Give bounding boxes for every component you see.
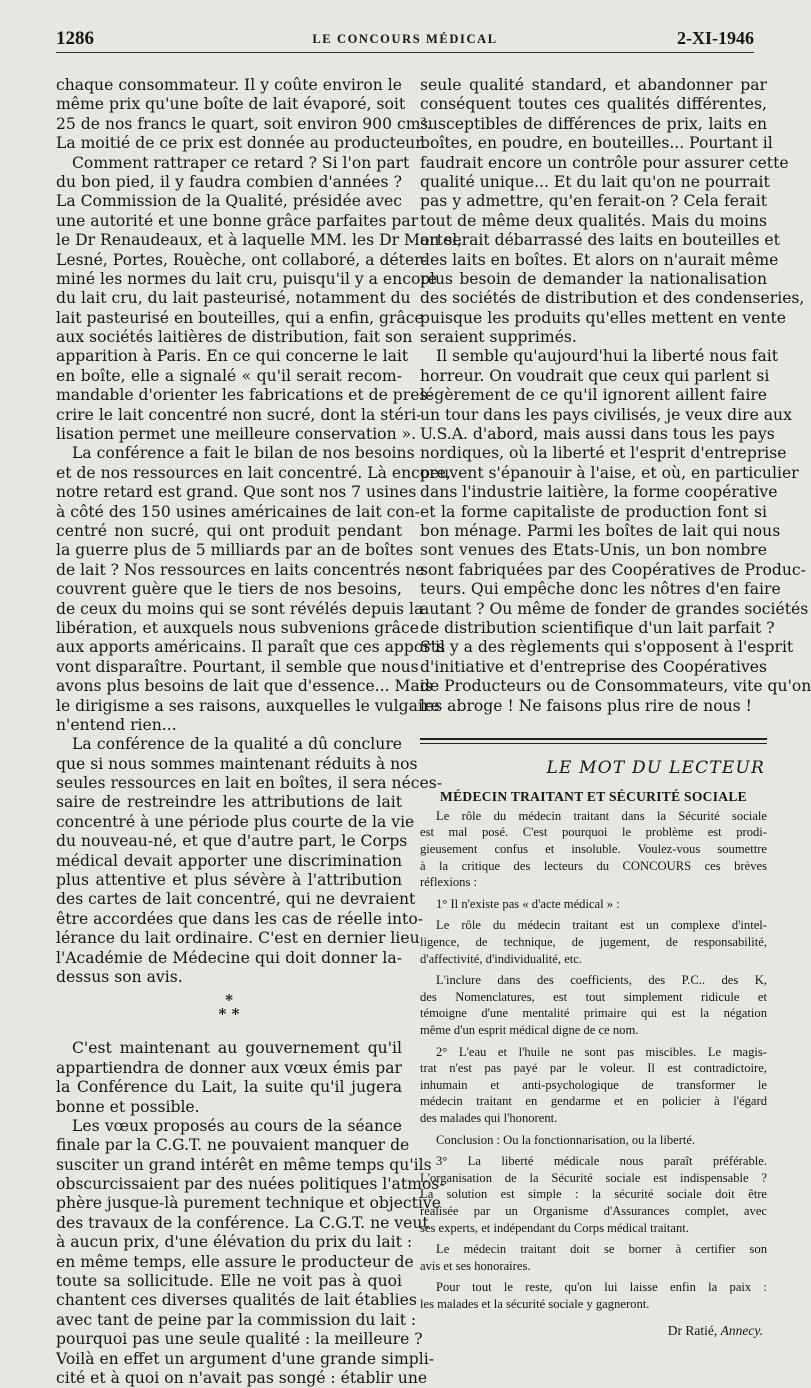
text-line: témoigne d'une mentalité primaire qui est la négation	[420, 1006, 767, 1021]
text-line: ligence, de technique, de jugement, de responsabilité,	[420, 935, 767, 950]
text-line: des malades qui l'honorent.	[420, 1110, 558, 1125]
paragraph	[420, 76, 805, 347]
text-line: lérance du lait ordinaire. C'est en dernier lieu	[56, 929, 420, 948]
text-line: les abroge ! Ne faisons plus rire de nous !	[420, 696, 752, 715]
text-line: miné les normes du lait cru, puisqu'il y a encore	[56, 269, 438, 288]
text-line: vont disparaître. Pourtant, il semble que nous	[56, 657, 419, 676]
text-line: d'affectivité, d'individualité, etc.	[420, 951, 583, 966]
letter-paragraph	[420, 972, 767, 1043]
text-line: tout de même deux qualités. Mais du moins	[420, 211, 767, 230]
text-line: seraient supprimés.	[420, 328, 577, 347]
issue-date: 2-XI-1946	[677, 28, 754, 48]
paragraph	[56, 735, 443, 987]
letter-paragraph	[420, 917, 767, 972]
paragraph	[56, 444, 451, 735]
text-line: qualité unique... Et du lait qu'on ne pourrait	[420, 172, 770, 191]
paragraph	[56, 1039, 402, 1117]
text-line: sont fabriquées par des Coopératives de Produc-	[420, 560, 806, 579]
text-line: seule qualité standard, et abandonner par	[420, 76, 767, 94]
text-line: Le médecin traitant doit se borner à certifier son	[436, 1242, 767, 1257]
text-line: à côté des 150 usines américaines de lait con-	[56, 502, 421, 521]
text-line: chantent ces diverses qualités de lait établies	[56, 1291, 417, 1310]
text-line: ses experts, et indépendant du Corps médical traitant.	[420, 1220, 689, 1235]
text-line: La moitié de ce prix est donnée au producteur.	[56, 134, 426, 153]
signature-place: Annecy.	[720, 1322, 763, 1338]
letter-paragraph	[420, 1279, 767, 1317]
rubric-title: LE MOT DU LECTEUR	[546, 757, 765, 778]
text-line: peuvent s'épanouir à l'aise, et où, en particulier	[420, 463, 799, 482]
divider-rule	[420, 738, 767, 740]
text-line: bon ménage. Parmi les boîtes de lait qui nous	[420, 521, 781, 540]
text-line: L'inclure dans des coefficients, des P.C.. des K,	[436, 973, 767, 988]
text-line: la Conférence du Lait, la suite qu'il jugera	[56, 1078, 402, 1097]
letter-paragraph	[420, 1044, 767, 1132]
text-line: La conférence a fait le bilan de nos besoins	[72, 444, 415, 463]
signature-name: Dr Ratié,	[667, 1322, 718, 1338]
text-line: réalisée par un Organisme d'Assurances complet, avec	[420, 1203, 767, 1218]
text-line: mandable d'orienter les fabrications et de pres-	[56, 386, 433, 405]
text-line: Voilà en effet un argument d'une grande simpli-	[56, 1349, 435, 1368]
signature	[420, 1320, 767, 1342]
text-line: Comment rattraper ce retard ? Si l'on part	[72, 153, 410, 172]
text-line: du bon pied, il y faudra combien d'années ?	[56, 172, 402, 191]
text-line: nordiques, où la liberté et l'esprit d'entreprise	[420, 444, 787, 463]
text-line: 25 de nos francs le quart, soit environ 900 cm³.	[56, 114, 432, 133]
text-line: Les vœux proposés au cours de la séance	[72, 1116, 402, 1135]
text-line: chaque consommateur. Il y coûte environ le	[56, 76, 402, 94]
text-line: Conclusion : Ou la fonctionnarisation, ou la liberté.	[436, 1132, 696, 1147]
text-line: de distribution scientifique d'un lait parfait ?	[420, 618, 775, 637]
text-line: conséquent toutes ces qualités différentes,	[420, 95, 767, 114]
text-line: des Nomenclatures, est tout simplement ridicule et	[420, 989, 767, 1004]
letter-paragraph	[420, 896, 767, 918]
text-line: boîtes, en poudre, en bouteilles... Pourtant il	[420, 134, 773, 153]
text-line: même d'un esprit médical digne de ce nom.	[420, 1023, 639, 1038]
text-line: de ceux du moins qui se sont révélés depuis la	[56, 599, 424, 618]
text-line: des laits en boîtes. Et alors on n'aurait même	[420, 250, 779, 269]
journal-title: LE CONCOURS MÉDICAL	[312, 32, 498, 46]
text-line: notre retard est grand. Que sont nos 7 usines	[56, 483, 417, 502]
text-line: plus besoin de demander la nationalisation	[420, 269, 767, 288]
text-line: Le rôle du médecin traitant dans la Sécurité sociale	[436, 808, 767, 823]
text-line: gieusement confus et insoluble. Voulez-vous soumettre	[420, 842, 767, 857]
text-line: 3° La liberté médicale nous paraît préférable.	[436, 1154, 767, 1169]
text-line: seules ressources en lait en boîtes, il sera néces-	[56, 774, 443, 793]
text-line: phère jusque-là purement technique et objective	[56, 1194, 441, 1213]
text-line: libération, et auxquels nous subvenions grâce	[56, 618, 419, 637]
letter-paragraph	[420, 1153, 767, 1241]
text-line: centré non sucré, qui ont produit pendant	[56, 521, 402, 540]
text-line: La conférence de la qualité a dû conclure	[72, 735, 402, 754]
text-line: avec tant de peine par la commission du lait :	[56, 1310, 417, 1329]
text-line: susceptibles de différences de prix, laits en	[420, 114, 767, 133]
text-line: l'Académie de Médecine qui doit donner la-	[56, 948, 402, 967]
text-line: Le rôle du médecin traitant est un complexe d'intel-	[436, 918, 767, 933]
text-line: couvrent guère que le tiers de nos besoins,	[56, 580, 402, 599]
running-header	[56, 28, 754, 53]
text-line: La Commission de la Qualité, présidée avec	[56, 192, 402, 211]
text-line: est mal posé. C'est pourquoi le problème est prodi-	[420, 825, 767, 840]
text-line: horreur. On voudrait que ceux qui parlent si	[420, 366, 770, 385]
text-line: réflexions :	[420, 875, 478, 890]
text-line: apparition à Paris. En ce qui concerne le lait	[56, 347, 409, 366]
text-line: et la forme capitaliste de production font si	[420, 502, 767, 521]
text-line: C'est maintenant au gouvernement qu'il	[72, 1039, 402, 1058]
text-line: 1° Il n'existe pas « d'acte médical » :	[436, 896, 620, 911]
text-line: susciter un grand intérêt en même temps qu'ils	[56, 1155, 432, 1174]
text-line: cité et à quoi on n'avait pas songé : établir une	[56, 1369, 428, 1387]
text-line: à la critique des lecteurs du CONCOURS ces brèves	[420, 858, 767, 873]
text-line: L'organisation de la Sécurité sociale est indispensable ?	[420, 1170, 767, 1185]
text-line: la guerre plus de 5 milliards par an de boîtes	[56, 541, 414, 560]
text-line: avis et ses honoraires.	[420, 1258, 531, 1273]
right-column	[420, 76, 811, 1342]
letter-paragraph	[420, 808, 767, 896]
text-line: des travaux de la conférence. La C.G.T. ne veut	[56, 1213, 429, 1232]
text-line: on serait débarrassé des laits en bouteilles et	[420, 231, 780, 250]
text-line: concentré à une période plus courte de la vie	[56, 812, 415, 831]
text-line: lisation permet une meilleure conservation ».	[56, 425, 417, 444]
letter-paragraph	[420, 1241, 767, 1279]
text-line: légèrement de ce qu'il ignorent aillent faire	[420, 386, 767, 405]
text-line: les malades et la sécurité sociale y gagneront.	[420, 1296, 650, 1311]
text-line: Lesné, Portes, Rouèche, ont collaboré, a déter-	[56, 250, 427, 269]
text-line: aux apports américains. Il paraît que ces apports	[56, 638, 445, 657]
text-line: des cartes de lait concentré, qui ne devraient	[56, 890, 416, 909]
text-line: en même temps, elle assure le producteur de	[56, 1252, 414, 1271]
text-line: obscurcissaient par des nuées politiques l'atmos-	[56, 1175, 445, 1194]
text-line: inhumain et anti-psychologique de transformer le	[420, 1077, 767, 1092]
page-number: 1286	[56, 28, 94, 49]
text-line: bonne et possible.	[56, 1097, 200, 1116]
text-line: une autorité et une bonne grâce parfaites par	[56, 211, 419, 230]
text-line: médecin traitant en gendarme et en policier à l'égard	[420, 1094, 767, 1109]
text-line: avons plus besoins de lait que d'essence... Mais	[56, 677, 433, 696]
text-line: de lait ? Nos ressources en laits concentrés ne	[56, 560, 425, 579]
text-line: autant ? Ou même de fonder de grandes sociétés	[420, 599, 809, 618]
text-line: que si nous sommes maintenant réduits à nos	[56, 754, 418, 773]
text-line: toute sa sollicitude. Elle ne voit pas à quoi	[56, 1272, 402, 1291]
text-line: crire le lait concentré non sucré, dont la stéri-	[56, 405, 422, 424]
text-line: U.S.A. d'abord, mais aussi dans tous les pays	[420, 425, 775, 444]
section-separator: * * *	[218, 991, 240, 1024]
text-line: saire de restreindre les attributions de lait	[56, 793, 402, 812]
text-line: faudrait encore un contrôle pour assurer cette	[420, 153, 789, 172]
text-line: et de nos ressources en lait concentré. Là encore,	[56, 463, 451, 482]
text-line: à aucun prix, d'une élévation du prix du lait :	[56, 1233, 413, 1252]
letter-paragraph	[420, 1132, 767, 1154]
text-line: pourquoi pas une seule qualité : la meilleure ?	[56, 1330, 423, 1349]
text-line: le Dr Renaudeaux, et à laquelle MM. les Dr Martel,	[56, 231, 463, 250]
text-line: puisque les produits qu'elles mettent en vente	[420, 308, 787, 327]
text-line: en boîte, elle a signalé « qu'il serait recom-	[56, 366, 402, 385]
text-line: sont venues des Etats-Unis, un bon nombre	[420, 541, 767, 560]
paragraph	[56, 76, 432, 154]
paragraph	[56, 153, 463, 445]
article-title: MÉDECIN TRAITANT ET SÉCURITÉ SOCIALE	[440, 788, 747, 804]
text-line: 2° L'eau et l'huile ne sont pas miscibles. Le magis-	[436, 1044, 767, 1059]
text-line: du lait cru, du lait pasteurisé, notamment du	[56, 289, 411, 308]
text-line: appartiendra de donner aux vœux émis par	[56, 1058, 402, 1077]
text-line: du nouveau-né, et que d'autre part, le Corps	[56, 832, 408, 851]
text-line: pas y admettre, qu'en ferait-on ? Cela ferait	[420, 192, 767, 211]
text-line: de Producteurs ou de Consommateurs, vite qu'on	[420, 677, 811, 696]
text-line: trat n'est pas payé par le voleur. Il est contradictoire,	[420, 1061, 767, 1076]
text-line: même prix qu'une boîte de lait évaporé, soit	[56, 95, 406, 114]
text-line: dessus son avis.	[56, 967, 183, 986]
text-line: médical devait apporter une discrimination	[56, 851, 402, 870]
text-line: aux sociétés laitières de distribution, fait son	[56, 328, 413, 347]
text-line: dans l'industrie laitière, la forme coopérative	[420, 483, 778, 502]
text-line: le dirigisme a ses raisons, auxquelles le vulgaire	[56, 696, 440, 715]
text-line: des sociétés de distribution et des condenseries,	[420, 289, 805, 308]
text-line: teurs. Qui empêche donc les nôtres d'en faire	[420, 580, 781, 599]
text-line: Il semble qu'aujourd'hui la liberté nous fait	[436, 347, 779, 366]
text-line: un tour dans les pays civilisés, je veux dire aux	[420, 405, 792, 424]
text-line: être accordées que dans les cas de réelle into-	[56, 909, 423, 928]
text-line: plus attentive et plus sévère à l'attribution	[56, 871, 402, 890]
text-line: finale par la C.G.T. ne pouvaient manquer de	[56, 1136, 410, 1155]
text-line: La solution est simple : la sécurité sociale doit être	[420, 1187, 767, 1202]
text-line: S'il y a des règlements qui s'opposent à l'esprit	[420, 638, 794, 657]
text-line: lait pasteurisé en bouteilles, qui a enfin, grâce	[56, 308, 424, 327]
text-line: d'initiative et d'entreprise des Coopératives	[420, 657, 767, 676]
text-line: Pour tout le reste, qu'on lui laisse enfin la paix :	[436, 1280, 767, 1295]
paragraph	[420, 347, 811, 715]
paragraph	[56, 1116, 445, 1388]
text-line: n'entend rien...	[56, 715, 177, 734]
divider-rule	[420, 743, 767, 744]
